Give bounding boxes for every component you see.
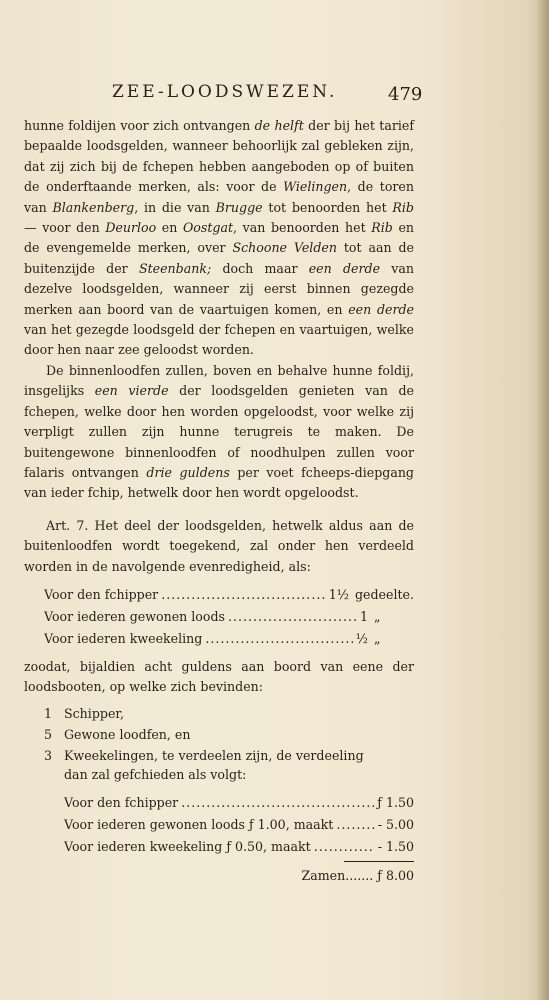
list-item: 3 Kweekelingen, te verdeelen zijn, de verdeeling (44, 747, 364, 763)
list-item-continuation: dan zal gefchieden als volgt: (64, 766, 247, 782)
distribution-row: Voor den fchipper ..... ƒ 1.50 (64, 793, 414, 815)
crew-list (44, 704, 414, 785)
distribution-row: Voor iederen kweekeling ƒ 0.50, maakt ..... - 1.50 (64, 837, 414, 859)
shares-list (44, 585, 414, 651)
page-body (24, 116, 414, 887)
page-edge (537, 0, 549, 1000)
paragraph-4: zoodat, bijaldien acht guldens aan boord van eene der loodsbooten, op welke zich bevinden: (24, 658, 414, 695)
total-row: Zamen....... ƒ 8.00 (301, 868, 414, 884)
distribution-list (64, 793, 414, 886)
list-item: 1 Schipper, (44, 705, 125, 721)
paragraph-article-7: Art. 7. Het deel der loodsgelden, hetwelk aldus aan de buitenloodfen wordt toegekend, zal onder hen verdeeld worden in de navolgende evenredigheid, als: (24, 517, 414, 574)
share-row: Voor iederen gewonen loods ..... 1 „ (44, 607, 414, 629)
sum-rule (344, 861, 414, 862)
list-item: 5 Gewone loodfen, en (44, 726, 191, 742)
share-row: Voor den fchipper ..... 1½ gedeelte. (44, 585, 414, 607)
paragraph-1: hunne foldijen voor zich ontvangen de helft der bij het tarief bepaalde loodsgelden, wanneer behoorlijk zal gebleken zijn, dat zij zich bij de fchepen hebben aangeboden op of buiten de onderftaande merken, als: voor de Wielingen, de toren van Blankenberg, in die van Brugge tot benoorden het Rib — voor den Deurloo en Oostgat, van benoorden het Rib en de evengemelde merken, over Schoone Velden tot aan de buitenzijde der Steenbank; doch maar een derde van dezelve loodsgelden, wanneer zij eerst binnen gezegde merken aan boord van de vaartuigen komen, en een derde van het gezegde loodsgeld der fchepen en vaartuigen, welke door hen naar zee geloodst worden. (24, 118, 415, 358)
paragraph-2: De binnenloodfen zullen, boven en behalve hunne foldij, insgelijks een vierde der loodsgelden genieten van de fchepen, welke door hen worden opgeloodst, voor welke zij verpligt zullen zijn hunne terugreis te maken. De buitengewone binnenloodfen of noodhulpen zullen voor falaris ontvangen drie guldens per voet fcheeps-diepgang van ieder fchip, hetwelk door hen wordt opgeloodst. (24, 362, 414, 501)
page-number: 479 (388, 84, 423, 105)
running-header: ZEE-LOODSWEZEN. (112, 82, 338, 102)
share-row: Voor iederen kweekeling ..... ½ „ (44, 629, 414, 651)
distribution-row: Voor iederen gewonen loods ƒ 1.00, maakt ..... - 5.00 (64, 815, 414, 837)
